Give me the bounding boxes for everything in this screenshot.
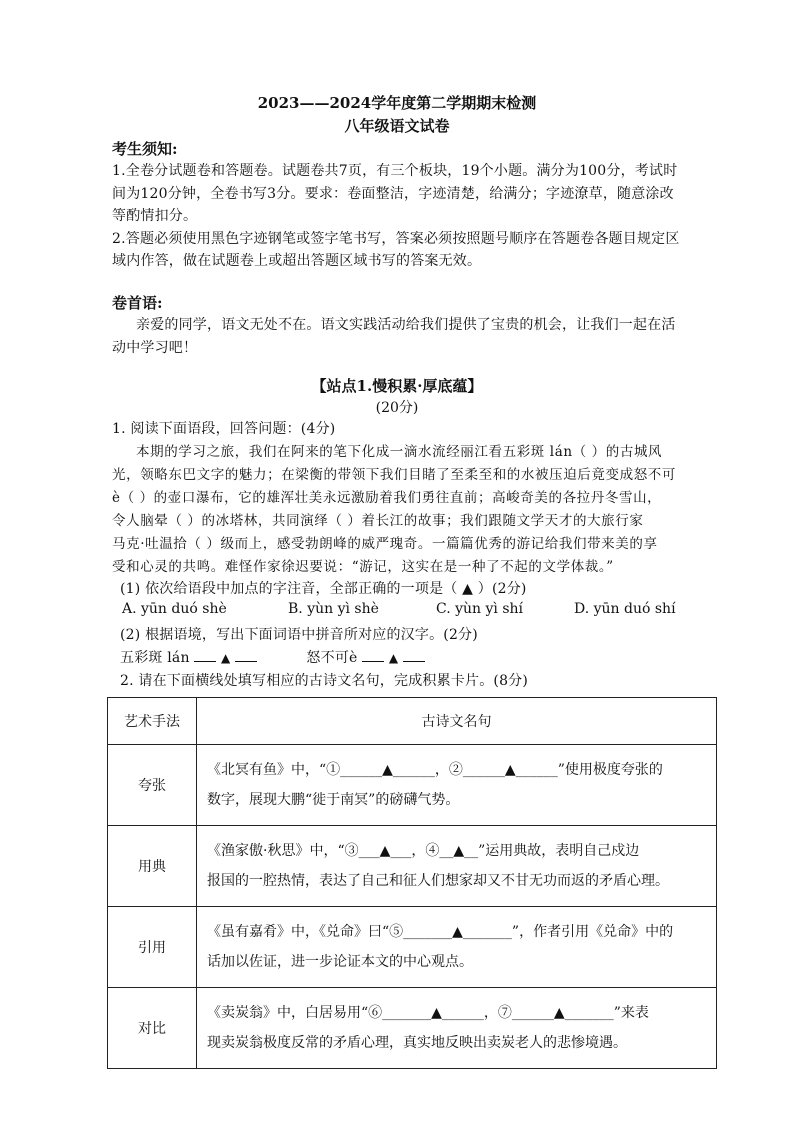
table-row <box>108 907 717 988</box>
verse-line: 话加以佐证，进一步论证本文的中心观点。 <box>207 954 473 970</box>
preface-heading: 卷首语: <box>112 294 163 312</box>
station-score: (20分) <box>375 400 419 416</box>
q1-fill-row <box>120 647 425 667</box>
q1-stem: 1. 阅读下面语段，回答问题：(4分) <box>112 421 336 437</box>
table-row <box>108 826 717 907</box>
q1-passage-line-6: 受和心灵的共鸣。难怪作家徐迟要说：“游记，这实在是一种了不起的文学体裁。” <box>112 559 614 575</box>
verse-line: 数字，展现大鹏“徙于南冥”的磅礴气势。 <box>207 792 460 808</box>
triangle-icon: ▲ <box>221 651 231 665</box>
q1-option-a[interactable]: A. yūn duó shè <box>122 601 227 617</box>
notice-line-4: 2.答题必须使用黑色字迹钢笔或签字笔书写，答案必须按照题号顺序在答题卷各题目规定区 <box>112 231 680 247</box>
q1-option-d[interactable]: D. yūn duó shí <box>574 601 676 617</box>
q1-passage-line-2: 光，领略东巴文字的魅力；在梁衡的带领下我们目睹了至柔至和的水被压迫后竟变成怒不可 <box>112 467 676 483</box>
q1-sub2: (2) 根据语境，写出下面词语中拼音所对应的汉字。(2分) <box>120 627 478 643</box>
exam-title: 2023——2024学年度第二学期期末检测 <box>257 94 537 112</box>
fill1-blank[interactable] <box>194 649 216 662</box>
triangle-icon: ▲ <box>388 651 399 665</box>
q1-passage-line-1: 本期的学习之旅，我们在阿来的笔下化成一滴水流经丽江看五彩斑 lán（ ）的古城风 <box>136 444 663 460</box>
verse-line: 《渔家傲·秋思》中，“③___▲___，④__▲__”运用典故，表明自己戍边 <box>207 843 640 859</box>
table-row <box>108 745 717 826</box>
fill2-blank-end <box>403 649 425 662</box>
q1-option-b[interactable]: B. yùn yì shè <box>288 601 379 617</box>
notice-line-5: 域内作答，做在试题卷上或超出答题区域书写的答案无效。 <box>112 253 482 269</box>
verse-cell[interactable] <box>197 988 717 1069</box>
verse-line: 《卖炭翁》中，白居易用“⑥_______▲______，⑦______▲_______”来表 <box>207 1005 649 1021</box>
station-title: 【站点1.慢积累·厚底蕴】 <box>311 377 483 395</box>
verse-cell[interactable] <box>197 826 717 907</box>
q1-passage-line-5: 马克·吐温拾（ ）级而上，感受勃朗峰的威严瑰奇。一篇篇优秀的游记给我们带来美的享 <box>112 536 658 552</box>
verse-line: 《虽有嘉肴》中，《兑命》曰“⑤_______▲_______”，作者引用《兑命》中的 <box>207 924 674 940</box>
technique-cell: 对比 <box>108 988 197 1069</box>
q1-passage-line-4: 令人脑晕（ ）的冰塔林，共同演绎（ ）着长江的故事；我们跟随文学天才的大旅行家 <box>112 513 644 529</box>
col-header-verse: 古诗文名句 <box>197 698 717 745</box>
q1-sub1: (1) 依次给语段中加点的字注音，全部正确的一项是（ ▲ ）(2分) <box>120 581 527 597</box>
exam-subtitle: 八年级语文试卷 <box>344 117 450 135</box>
table-header-row <box>108 698 717 745</box>
col-header-technique: 艺术手法 <box>108 698 197 745</box>
verse-cell[interactable] <box>197 907 717 988</box>
table-row <box>108 988 717 1069</box>
accumulation-card-table <box>107 697 717 1069</box>
q2-stem: 2. 请在下面横线处填写相应的古诗文名句，完成积累卡片。(8分) <box>120 673 529 689</box>
q1-passage-line-3: è（ ）的壶口瀑布，它的雄浑壮美永远激励着我们勇往直前；高峻奇美的各拉丹冬雪山， <box>112 490 662 506</box>
technique-cell: 夸张 <box>108 745 197 826</box>
technique-cell: 引用 <box>108 907 197 988</box>
fill1-prefix: 五彩斑 lán <box>120 650 190 666</box>
notice-line-1: 1.全卷分试题卷和答题卷。试题卷共7页，有三个板块，19个小题。满分为100分，考试时 <box>112 163 678 179</box>
notice-line-3: 等酌情扣分。 <box>112 208 198 224</box>
verse-cell[interactable] <box>197 745 717 826</box>
notice-line-2: 间为120分钟，全卷书写3分。要求：卷面整洁，字迹清楚，给满分；字迹潦草，随意涂改 <box>112 186 674 202</box>
notice-heading: 考生须知: <box>112 140 178 158</box>
preface-line-1: 亲爱的同学，语文无处不在。语文实践活动给我们提供了宝贵的机会，让我们一起在活 <box>136 317 676 333</box>
verse-line: 现卖炭翁极度反常的矛盾心理，真实地反映出卖炭老人的悲惨境遇。 <box>207 1035 627 1051</box>
verse-line: 报国的一腔热情，表达了自己和征人们想家却又不甘无功而返的矛盾心理。 <box>207 873 669 889</box>
fill1-blank-end <box>235 649 257 662</box>
q1-option-c[interactable]: C. yùn yì shí <box>436 601 524 617</box>
fill2-prefix: 怒不可è <box>306 650 358 666</box>
verse-line: 《北冥有鱼》中，“①______▲______，②______▲______”使用极度夸张的 <box>207 762 663 778</box>
fill2-blank[interactable] <box>362 649 384 662</box>
preface-line-2: 动中学习吧！ <box>112 340 198 356</box>
technique-cell: 用典 <box>108 826 197 907</box>
